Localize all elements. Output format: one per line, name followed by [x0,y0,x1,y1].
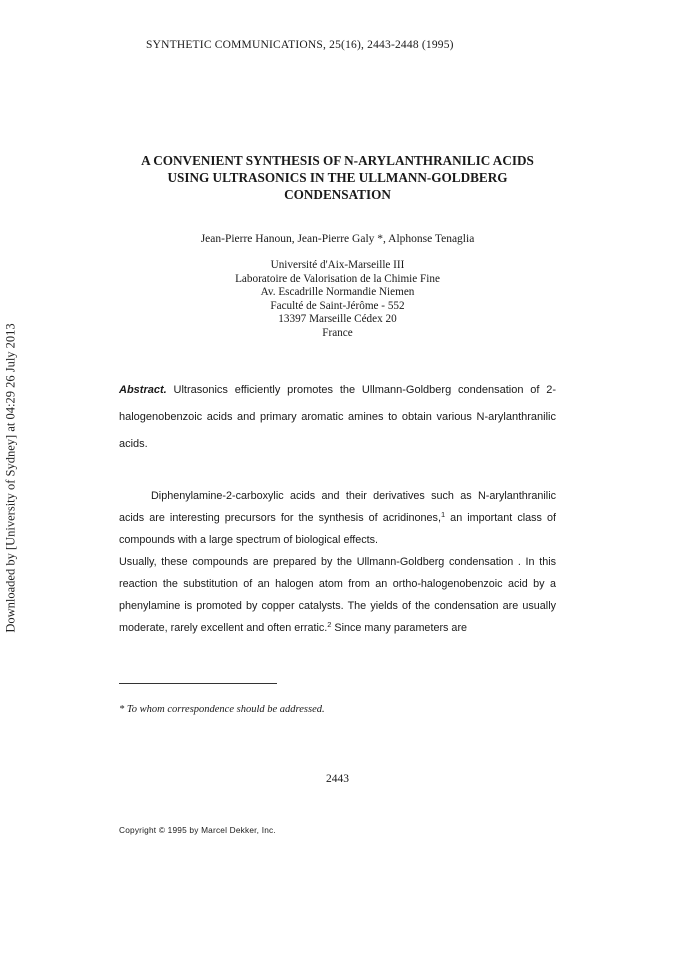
affiliation-line: Av. Escadrille Normandie Niemen [260,286,415,299]
affiliation-line: 13397 Marseille Cédex 20 [278,313,397,326]
affiliation-line: France [322,326,353,339]
abstract-text: Ultrasonics efficiently promotes the Ullmann-Goldberg condensation of 2-halogenobenzoic acids and primary aromatic amines to obtain various N-arylanthranilic acids. [119,384,556,450]
page-number: 2443 [326,773,349,785]
paragraph [119,551,556,639]
paragraph-text: Diphenylamine-2-carboxylic acids and their derivatives such as N-arylanthranilic acids are interesting precursors for the synthesis of acridinones, [119,490,556,524]
article-title [80,152,595,203]
reference-marker: 2 [327,620,332,629]
download-watermark [0,0,22,961]
title-line: CONDENSATION [284,187,391,202]
paragraph [119,485,556,551]
reference-marker: 1 [440,510,446,519]
body-text [119,485,556,639]
footnote: * To whom correspondence should be addressed. [119,704,325,715]
title-line: A CONVENIENT SYNTHESIS OF N-ARYLANTHRANILIC ACIDS [141,153,534,168]
abstract [119,377,556,458]
paragraph-text: Since many parameters are [331,622,468,634]
copyright-notice: Copyright © 1995 by Marcel Dekker, Inc. [119,825,276,835]
abstract-label: Abstract. [119,384,167,396]
footnote-rule [119,683,277,684]
download-note: Downloaded by [University of Sydney] at 04:29 26 July 2013 [3,323,18,633]
paragraph-text: an important class of compounds with a large spectrum of biological effects. [119,512,556,546]
affiliation-line: Laboratoire de Valorisation de la Chimie Fine [235,272,440,285]
affiliation [80,259,595,341]
affiliation-line: Université d'Aix-Marseille III [270,259,405,271]
affiliation-line: Faculté de Saint-Jérôme - 552 [270,299,405,312]
running-head: SYNTHETIC COMMUNICATIONS, 25(16), 2443-2448 (1995) [146,39,454,51]
title-line: USING ULTRASONICS IN THE ULLMANN-GOLDBERG [167,170,508,185]
paragraph-text: Usually, these compounds are prepared by the Ullmann-Goldberg condensation . In this reaction the substitution of an halogen atom from an ortho-halogenobenzoic acid by a phenylamine is promoted by copper catalysts. The yields of the condensation are usually moderate, rarely excellent and often erratic. [119,556,556,634]
author-list: Jean-Pierre Hanoun, Jean-Pierre Galy *, Alphonse Tenaglia [200,233,475,245]
